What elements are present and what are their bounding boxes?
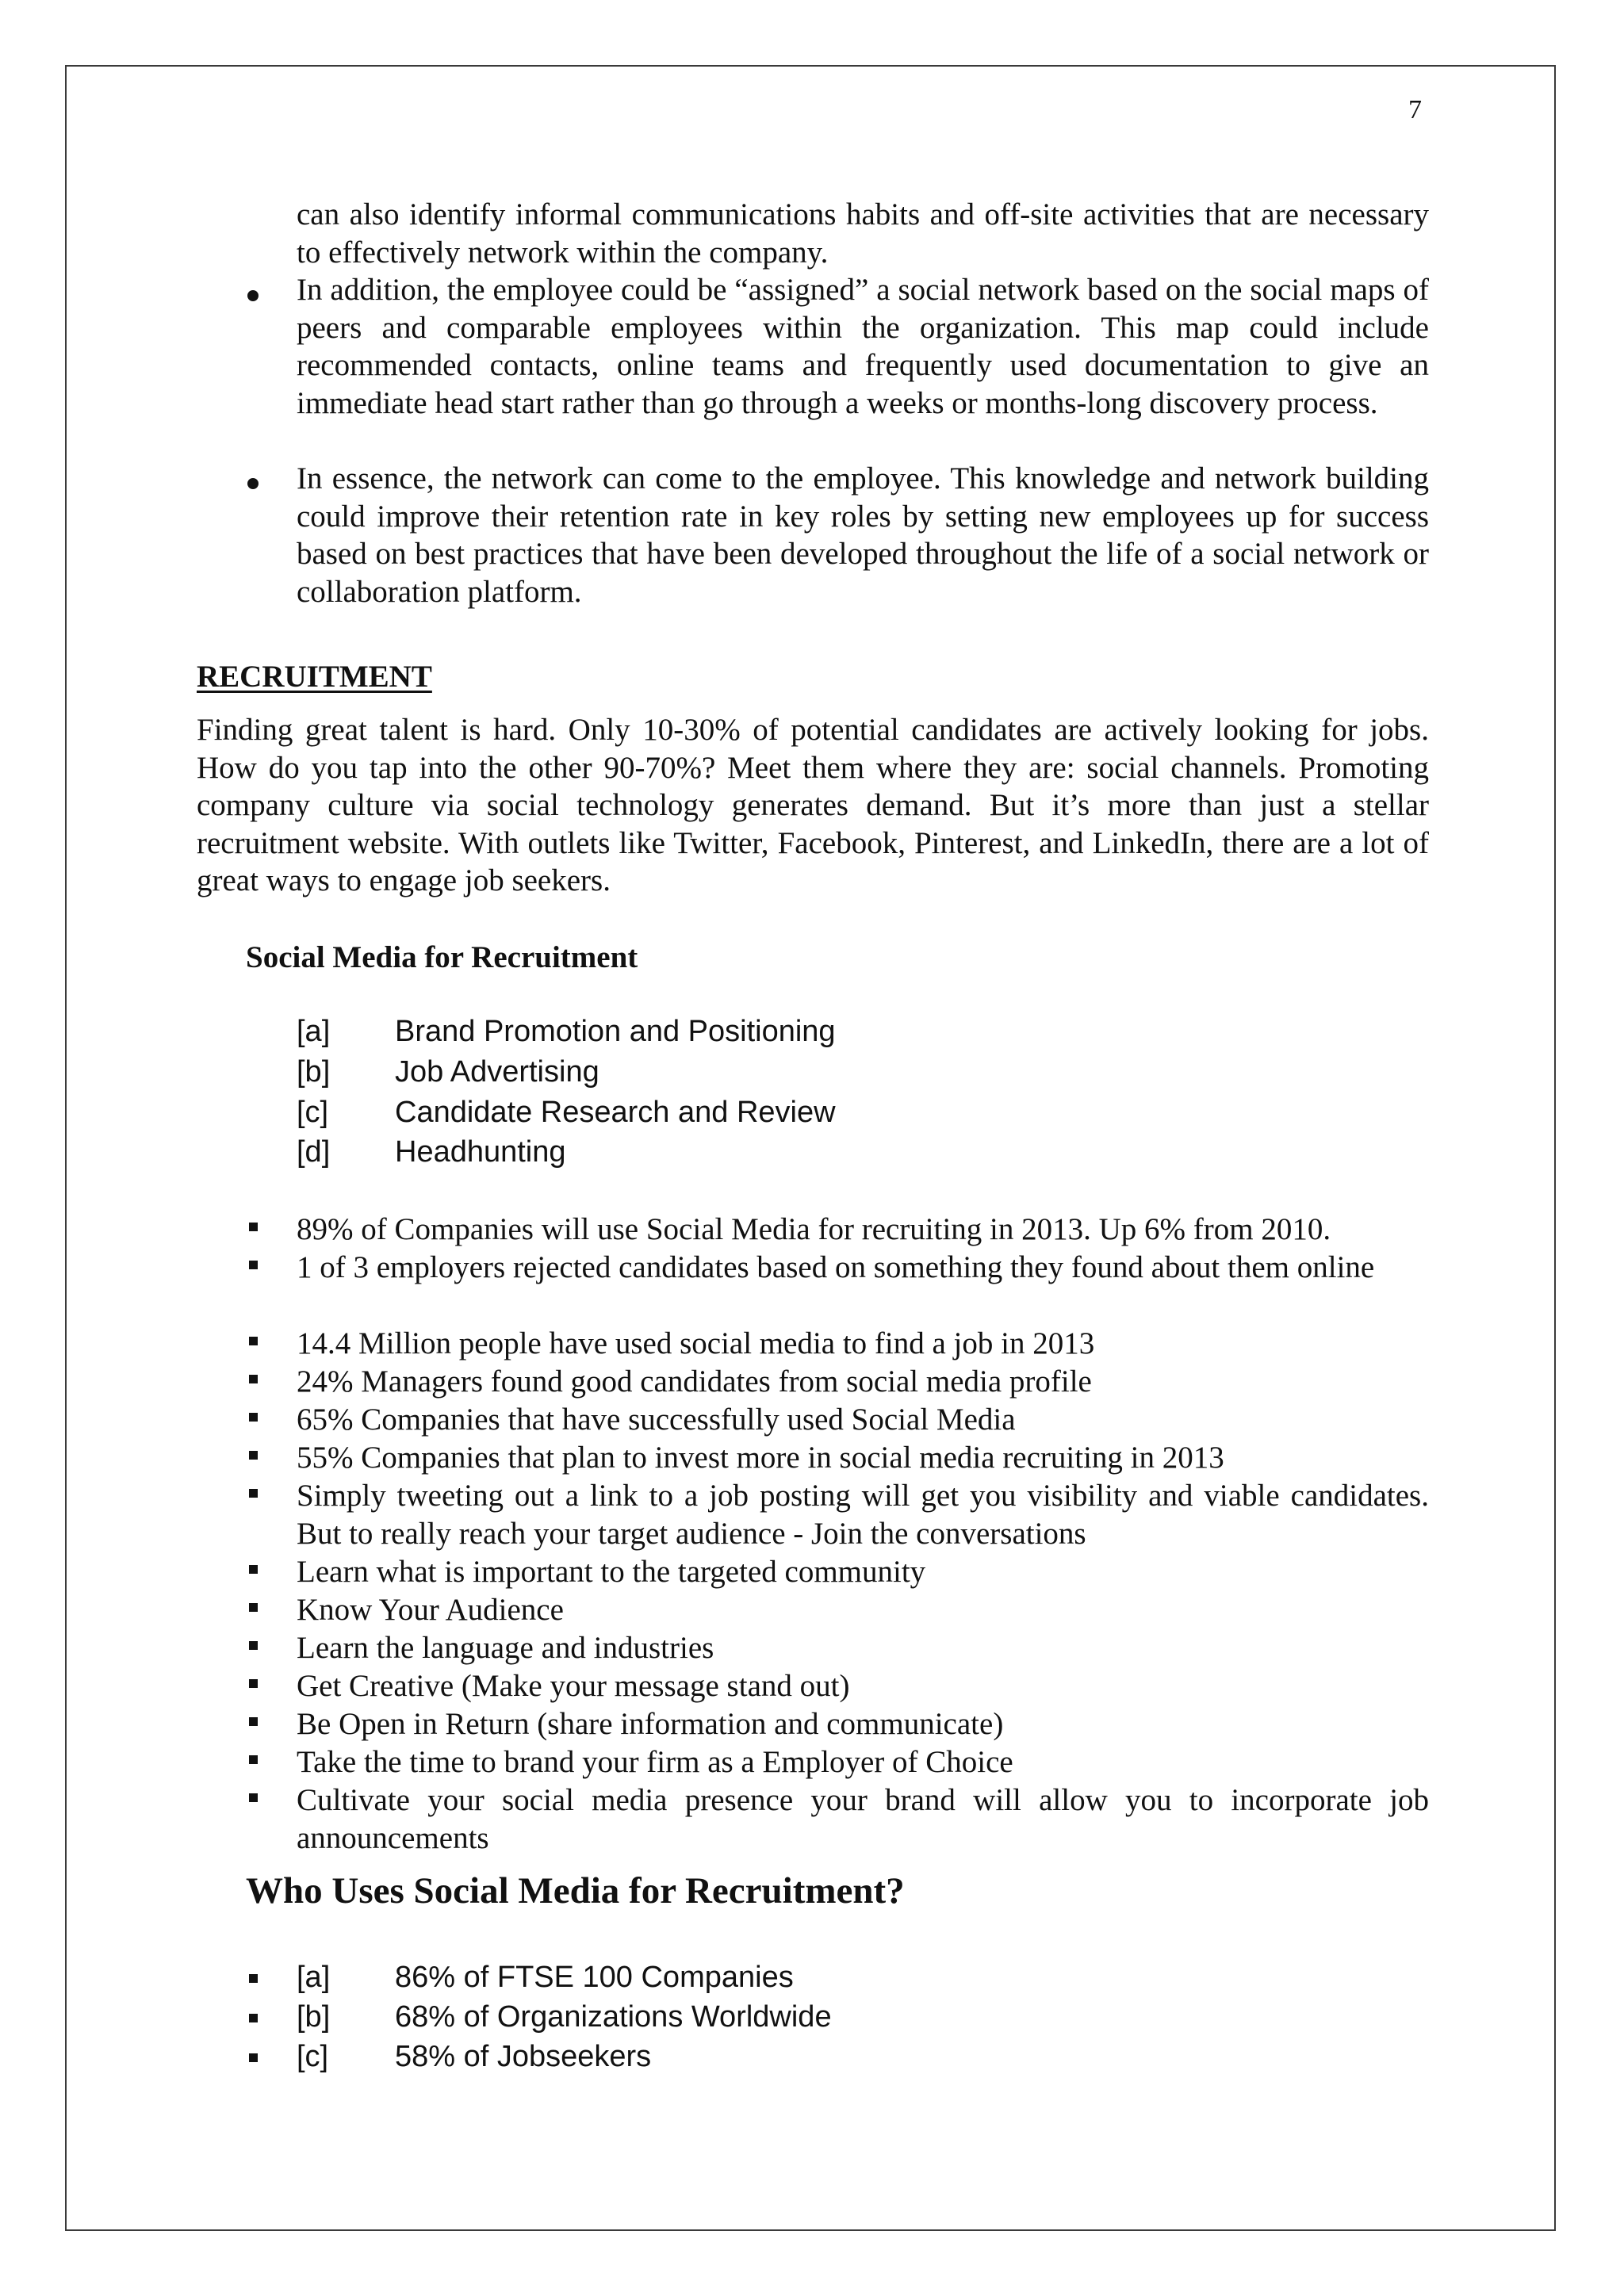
square-bullet — [249, 1223, 258, 1231]
bullet-dot — [247, 290, 259, 301]
square-bullet — [249, 1337, 258, 1345]
square-bullet — [249, 2053, 258, 2062]
square-bullet — [249, 1641, 258, 1650]
square-bullet — [249, 1489, 258, 1498]
square-bullet — [249, 1451, 258, 1460]
fact-item: Know Your Audience — [297, 1593, 564, 1627]
page-number: 7 — [1408, 95, 1422, 124]
fact-item: 65% Companies that have successfully used Social Media — [297, 1402, 1016, 1437]
square-bullet — [249, 1603, 258, 1612]
fact-item: 24% Managers found good candidates from social media profile — [297, 1364, 1092, 1399]
fact-item: Get Creative (Make your message stand out) — [297, 1669, 850, 1703]
fact-item: 1 of 3 employers rejected candidates based on something they found about them online — [297, 1250, 1375, 1284]
square-bullet — [249, 1793, 258, 1802]
recruitment-paragraph: Finding great talent is hard. Only 10-30% of potential candidates are actively looking for jobs. How do you tap into the other 90-70%? Meet them where they are: social channels. Promoting company culture via social technology generates demand. But it’s more than just a stellar recruitment website. With outlets like Twitter, Facebook, Pinterest, and LinkedIn, there are a lot of great ways to engage job seekers. — [197, 713, 1429, 897]
intro-bullet-social-network: In addition, the employee could be “assigned” a social network based on the social maps of peers and comparable employees within the organization. This map could include recommended contacts, online teams and frequently used documentation to give an immediate head start rather than go through a weeks or months-long discovery process. — [297, 273, 1429, 420]
square-bullet — [249, 1413, 258, 1422]
square-bullet — [249, 1261, 258, 1269]
list-item: [b] 68% of Organizations Worldwide — [297, 2000, 832, 2034]
square-bullet — [249, 1974, 258, 1983]
subheading-social-media-for-recruitment: Social Media for Recruitment — [246, 940, 638, 974]
heading-who-uses: Who Uses Social Media for Recruitment? — [246, 1870, 905, 1911]
square-bullet — [249, 1375, 258, 1383]
square-bullet — [249, 1755, 258, 1764]
fact-item: Learn the language and industries — [297, 1631, 714, 1665]
intro-bullet-network-comes: In essence, the network can come to the employee. This knowledge and network building could improve their retention rate in key roles by setting new employees up for success based on best practices that have been developed throughout the life of a social network or collaboration platform. — [297, 461, 1429, 609]
fact-item: 55% Companies that plan to invest more in social media recruiting in 2013 — [297, 1441, 1224, 1475]
list-item: [a] Brand Promotion and Positioning — [297, 1015, 836, 1048]
list-item: [a] 86% of FTSE 100 Companies — [297, 1961, 794, 1994]
list-item: [d] Headhunting — [297, 1135, 566, 1169]
fact-item: Be Open in Return (share information and communicate) — [297, 1707, 1004, 1741]
list-item: [b] Job Advertising — [297, 1055, 599, 1089]
fact-item: Cultivate your social media presence your brand will allow you to incorporate job announcements — [297, 1783, 1429, 1855]
fact-item: Learn what is important to the targeted community — [297, 1555, 926, 1589]
intro-continuation: can also identify informal communications habits and off-site activities that are necessary to effectively network within the company. — [297, 197, 1429, 270]
square-bullet — [249, 1717, 258, 1726]
fact-item: Take the time to brand your firm as a Employer of Choice — [297, 1745, 1013, 1779]
fact-item: Simply tweeting out a link to a job posting will get you visibility and viable candidates. But to really reach your target audience - Join the conversations — [297, 1479, 1429, 1551]
fact-item: 89% of Companies will use Social Media for recruiting in 2013. Up 6% from 2010. — [297, 1212, 1331, 1246]
square-bullet — [249, 1679, 258, 1688]
list-item: [c] 58% of Jobseekers — [297, 2040, 652, 2073]
square-bullet — [249, 2014, 258, 2022]
square-bullet — [249, 1565, 258, 1574]
fact-item: 14.4 Million people have used social media to find a job in 2013 — [297, 1326, 1095, 1360]
bullet-dot — [247, 478, 259, 489]
list-item: [c] Candidate Research and Review — [297, 1096, 836, 1129]
section-heading-recruitment: RECRUITMENT — [197, 660, 432, 694]
